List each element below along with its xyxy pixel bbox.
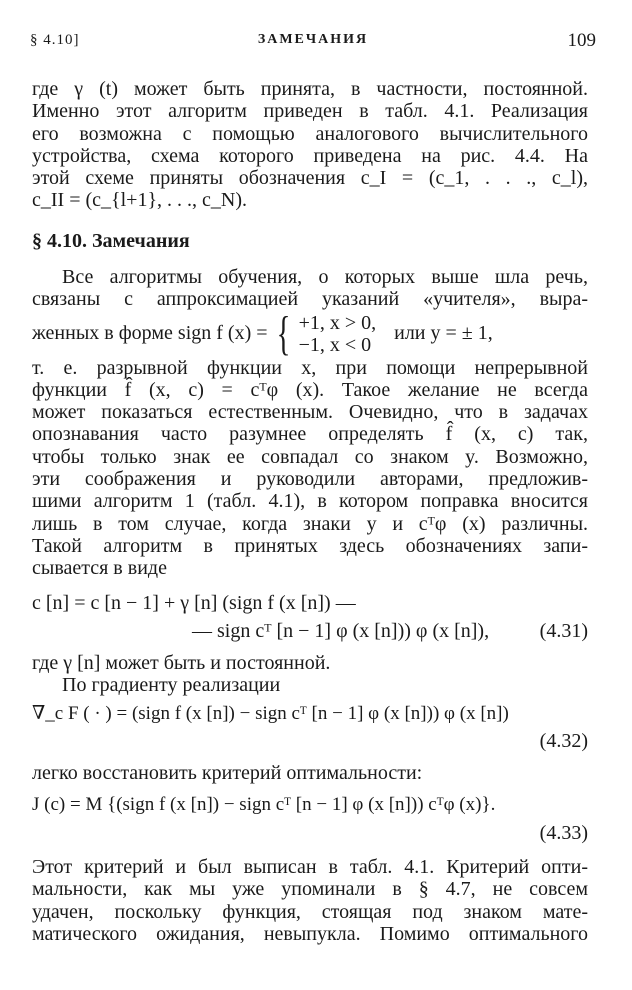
sign-formula xyxy=(32,306,588,360)
brace-symbol: { xyxy=(276,306,290,360)
case-positive: +1, x > 0, xyxy=(298,311,377,334)
text-line: c_II = (c_{l+1}, . . ., c_N). xyxy=(32,189,248,212)
text-line: опознавания часто разумнее определять f̂ (x, c) так, xyxy=(32,423,588,446)
page-header xyxy=(30,30,596,54)
text-line: сывается в виде xyxy=(32,557,167,580)
text-line: этой схеме приняты обозначения c_I = (c_1, . . ., c_l), xyxy=(32,167,588,190)
section-heading: § 4.10. Замечания xyxy=(32,230,190,252)
text-line: где γ (t) может быть принята, в частности, постоянной. xyxy=(32,78,588,100)
text-line: Этот критерий и был выписан в табл. 4.1. Критерий опти- xyxy=(32,856,588,878)
text-line: где γ [n] может быть и постоянной. xyxy=(32,652,331,674)
equation-4-33-line: J (c) = M {(sign f (x [n]) − sign cᵀ [n − 1] φ (x [n])) cᵀφ (x)}. xyxy=(32,794,496,815)
text-line: Все алгоритмы обучения, о которых выше шла речь, xyxy=(62,266,588,288)
text-line: связаны с аппроксимацией указаний «учителя», выра- xyxy=(32,288,588,311)
paragraph-gradient xyxy=(32,652,588,697)
cases-block xyxy=(299,312,377,356)
final-paragraph xyxy=(32,856,588,945)
equation-4-31-line2 xyxy=(32,620,588,643)
text-line: т. е. разрывной функции x, при помощи непрерывной xyxy=(32,356,588,379)
sign-formula-lead: женных в форме sign f (x) = xyxy=(32,322,268,345)
text-line: По градиенту реализации xyxy=(62,674,281,697)
equation-number-4-33: (4.33) xyxy=(539,822,588,844)
sign-formula-tail: или y = ± 1, xyxy=(394,322,493,345)
text-line: функции f̂ (x, c) = cᵀφ (x). Такое желание не всегда xyxy=(32,378,588,401)
text-line: его возможна с помощью аналогового вычислительного xyxy=(32,122,588,145)
text-line: легко восстановить критерий оптимальности: xyxy=(32,762,423,784)
text-line: Именно этот алгоритм приведен в табл. 4.1. Реализация xyxy=(32,100,588,123)
text-line: может показаться естественным. Очевидно, что в задачах xyxy=(32,401,588,424)
text-line: мальности, как мы уже упоминали в § 4.7, не совсем xyxy=(32,878,588,901)
text-line: удачен, поскольку функция, стоящая под знаком мате- xyxy=(32,900,588,923)
intro-paragraph xyxy=(32,78,588,212)
case-negative: −1, x < 0 xyxy=(298,333,372,356)
text-line: чтобы только знак ее совпадал со знаком y. Возможно, xyxy=(32,445,588,468)
equation-4-31-line1: c [n] = c [n − 1] + γ [n] (sign f (x [n]) — xyxy=(32,592,356,614)
equation-number-4-32: (4.32) xyxy=(539,730,588,752)
text-line: шими алгоритм 1 (табл. 4.1), в котором поправка вносится xyxy=(32,490,588,513)
text-line: эти соображения и руководили авторами, предложив- xyxy=(32,468,588,491)
equation-number-4-31: (4.31) xyxy=(539,620,588,642)
paragraph-notes xyxy=(32,266,588,580)
text-line: лишь в том случае, когда знаки y и cᵀφ (x) различны. xyxy=(32,512,588,535)
text-line: Такой алгоритм в принятых здесь обозначениях запи- xyxy=(32,534,588,557)
header-running-title: ЗАМЕЧАНИЯ xyxy=(257,32,369,47)
equation-4-31-line2-text: — sign cᵀ [n − 1] φ (x [n])) φ (x [n]), xyxy=(192,620,490,642)
text-line: устройства, схема которого приведена на рис. 4.4. На xyxy=(32,144,588,167)
header-section-ref: § 4.10] xyxy=(30,32,80,48)
text-line: матического ожидания, невыпукла. Помимо оптимального xyxy=(32,922,588,945)
header-page-number: 109 xyxy=(567,30,596,51)
equation-4-32-line: ∇_c F ( · ) = (sign f (x [n]) − sign cᵀ [n − 1] φ (x [n])) φ (x [n]) xyxy=(32,703,509,724)
